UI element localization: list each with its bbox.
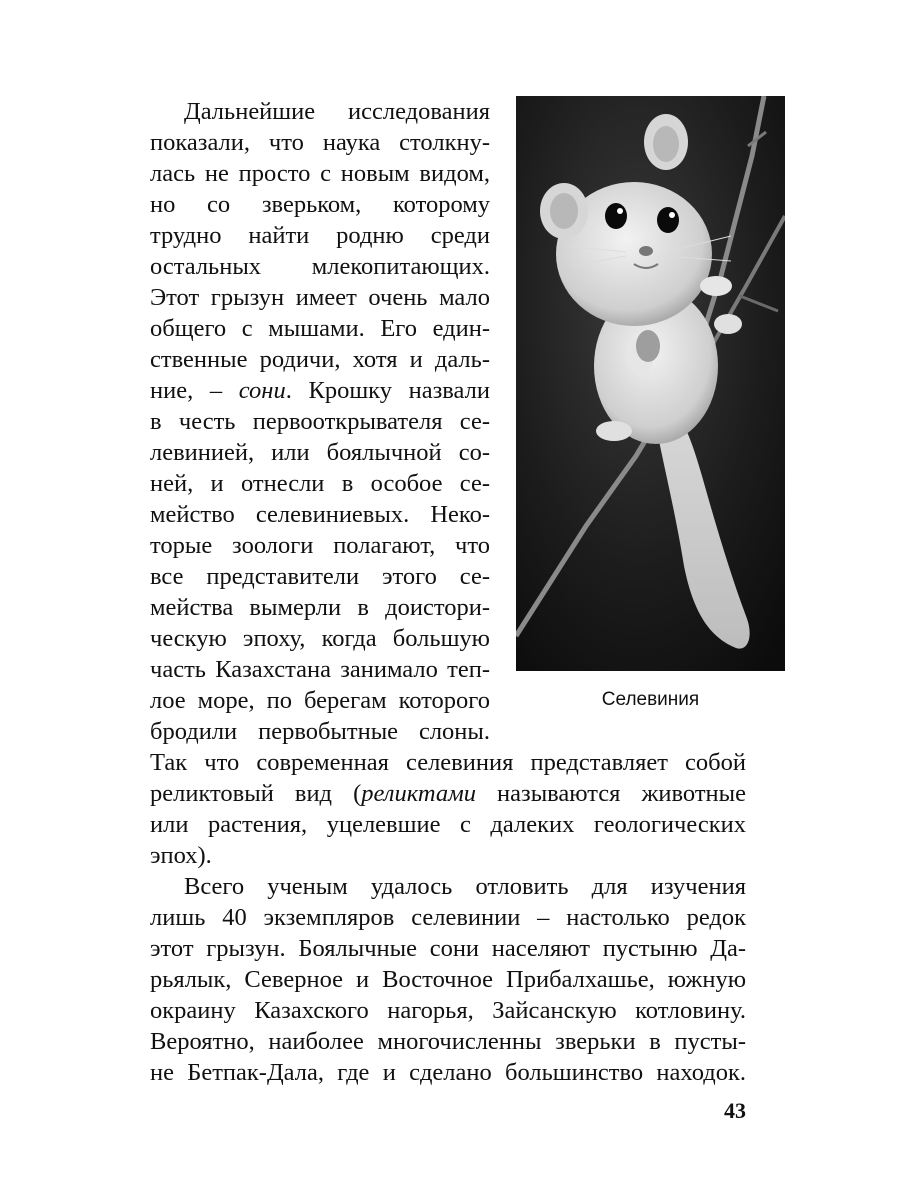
figure-caption: Селевиния bbox=[601, 689, 700, 710]
dormouse-illustration bbox=[516, 96, 785, 671]
text-line: ческую эпоху, когда большую bbox=[150, 625, 490, 652]
italic-term: сони bbox=[238, 377, 286, 404]
text-line: мейство селевиниевых. Неко- bbox=[150, 501, 490, 528]
text-line: общего с мышами. Его един- bbox=[150, 315, 490, 342]
text-segment: . Крошку назвали bbox=[285, 377, 490, 404]
text-line: часть Казахстана занимало теп- bbox=[150, 656, 490, 683]
text-line: ственные родичи, хотя и даль- bbox=[150, 346, 490, 373]
text-line: бродили первобытные слоны. bbox=[150, 718, 490, 745]
text-line bbox=[150, 778, 746, 809]
italic-term: реликтами bbox=[361, 780, 476, 807]
text-line: лишь 40 экземпляров селевинии – настолько редок bbox=[150, 904, 746, 931]
text-line: в честь первооткрывателя се- bbox=[150, 408, 490, 435]
text-line bbox=[150, 375, 490, 406]
text-line: ней, и отнесли в особое се- bbox=[150, 470, 490, 497]
text-line: левинией, или боялычной со- bbox=[150, 439, 490, 466]
text-line: Вероятно, наиболее многочисленны зверьки в пусты- bbox=[150, 1028, 746, 1055]
text-line: трудно найти родню среди bbox=[150, 222, 490, 249]
text-line: торые зоологи полагают, что bbox=[150, 532, 490, 559]
page-number: 43 bbox=[724, 1098, 746, 1123]
text-line: лась не просто с новым видом, bbox=[150, 160, 490, 187]
text-segment: ние, – bbox=[150, 377, 239, 404]
text-line: лое море, по берегам которого bbox=[150, 687, 490, 714]
text-line: эпох). bbox=[150, 842, 212, 869]
text-line: показали, что наука столкну- bbox=[150, 129, 490, 156]
text-line: или растения, уцелевшие с далеких геологических bbox=[150, 811, 746, 838]
selevinia-photo bbox=[516, 96, 785, 671]
text-line: Этот грызун имеет очень мало bbox=[150, 284, 490, 311]
text-line: не Бетпак-Дала, где и сделано большинство находок. bbox=[150, 1059, 746, 1086]
text-line: Дальнейшие исследования bbox=[184, 98, 490, 125]
text-line: этот грызун. Боялычные сони населяют пустыню Да- bbox=[150, 935, 746, 962]
text-line: мейства вымерли в доистори- bbox=[150, 594, 490, 621]
text-line: Так что современная селевиния представляет собой bbox=[150, 749, 746, 776]
text-segment: называются животные bbox=[475, 780, 746, 807]
text-line: рьялык, Северное и Восточное Прибалхашье, южную bbox=[150, 966, 746, 993]
text-line: но со зверьком, которому bbox=[150, 191, 490, 218]
text-line: окраину Казахского нагорья, Зайсанскую котловину. bbox=[150, 997, 746, 1024]
text-line: все представители этого се- bbox=[150, 563, 490, 590]
text-line: остальных млекопитающих. bbox=[150, 253, 490, 280]
text-line: Всего ученым удалось отловить для изучения bbox=[184, 873, 746, 900]
text-segment: реликтовый вид ( bbox=[150, 780, 362, 807]
